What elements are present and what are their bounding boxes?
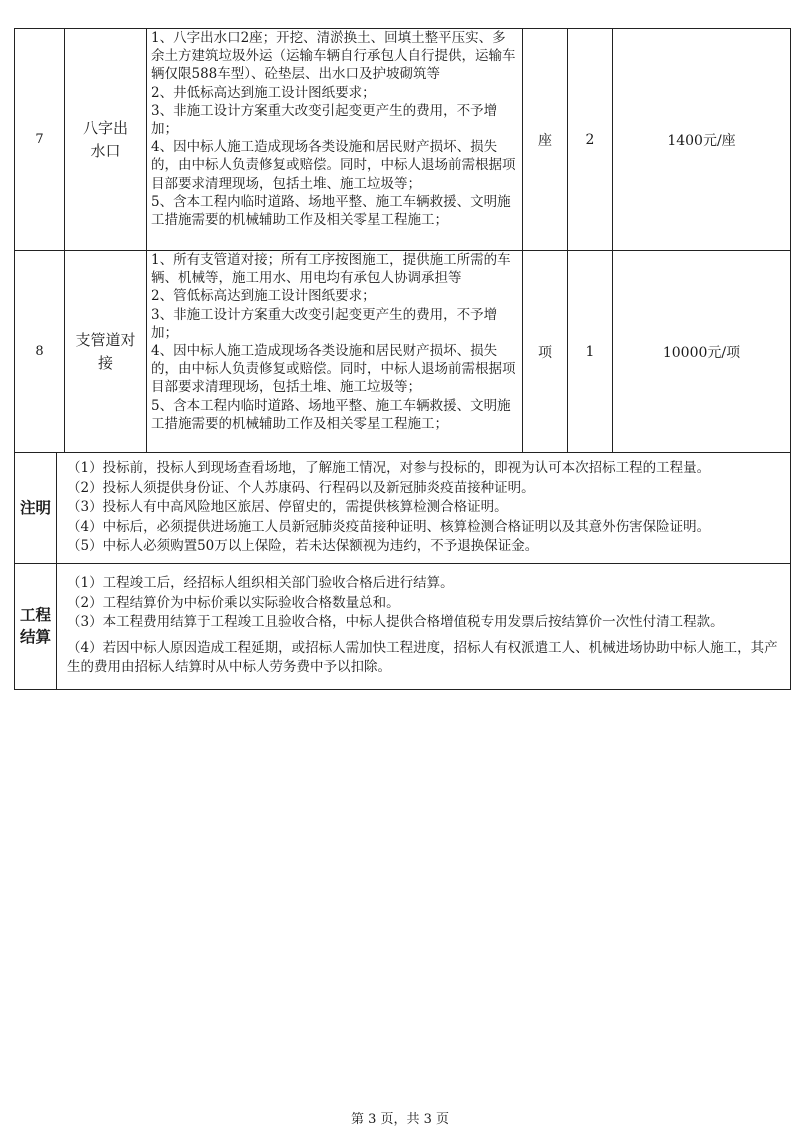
item-unit: 项 bbox=[523, 251, 568, 453]
item-description bbox=[147, 251, 523, 453]
table-row bbox=[15, 29, 791, 251]
item-unit: 座 bbox=[523, 29, 568, 251]
notes-body bbox=[57, 453, 791, 563]
desc-line: 3、非施工设计方案重大改变引起变更产生的费用，不予增加； bbox=[151, 306, 498, 341]
settlement-line: （2）工程结算价为中标价乘以实际验收合格数量总和。 bbox=[67, 594, 400, 611]
terms-table bbox=[14, 453, 791, 690]
desc-line: 2、管低标高达到施工设计图纸要求； bbox=[151, 288, 376, 305]
notes-header: 注明 bbox=[15, 453, 57, 563]
desc-line: 5、含本工程内临时道路、场地平整、施工车辆救援、文明施工措施需要的机械辅助工作及相关零星工程施工； bbox=[151, 397, 511, 432]
desc-line: 3、非施工设计方案重大改变引起变更产生的费用，不予增加； bbox=[151, 102, 498, 138]
settlement-line: （3）本工程费用结算于工程竣工且验收合格，中标人提供合格增值税专用发票后按结算价一次性付清工程款。 bbox=[67, 614, 724, 631]
row-number: 7 bbox=[15, 29, 65, 251]
desc-line: 2、井低标高达到施工设计图纸要求； bbox=[151, 84, 376, 101]
note-line: （5）中标人必须购置50万以上保险，若未达保额视为违约，不予退换保证金。 bbox=[67, 538, 539, 554]
row-number: 8 bbox=[15, 251, 65, 453]
item-quantity: 2 bbox=[568, 29, 613, 251]
price-table bbox=[14, 28, 790, 690]
item-price: 1400元/座 bbox=[613, 29, 791, 251]
desc-line: 5、含本工程内临时道路、场地平整、施工车辆救援、文明施工措施需要的机械辅助工作及相关零星工程施工； bbox=[151, 193, 511, 229]
item-price: 10000元/项 bbox=[613, 251, 791, 453]
items-table bbox=[14, 28, 791, 453]
settlement-section bbox=[15, 563, 791, 689]
note-line: （3）投标人有中高风险地区旅居、停留史的，需提供核算检测合格证明。 bbox=[67, 499, 508, 515]
settlement-header: 工程结算 bbox=[19, 606, 51, 646]
item-description bbox=[147, 29, 523, 251]
item-quantity: 1 bbox=[568, 251, 613, 453]
settlement-line: （1）工程竣工后，经招标人组织相关部门验收合格后进行结算。 bbox=[67, 575, 454, 592]
desc-line: 1、所有支管道对接；所有工序按图施工，提供施工所需的车辆、机械等，施工用水、用电均有承包人协调承担等 bbox=[151, 252, 511, 287]
note-line: （4）中标后，必须提供进场施工人员新冠肺炎疫苗接种证明、核算检测合格证明以及其意外伤害保险证明。 bbox=[67, 518, 711, 535]
settlement-line: （4）若因中标人原因造成工程延期，或招标人需加快工程进度，招标人有权派遣工人、机械进场协助中标人施工，其产生的费用由招标人结算时从中标人劳务费中予以扣除。 bbox=[67, 639, 778, 676]
note-line: （2）投标人须提供身份证、个人苏康码、行程码以及新冠肺炎疫苗接种证明。 bbox=[67, 479, 535, 496]
table-row bbox=[15, 251, 791, 453]
desc-line: 4、因中标人施工造成现场各类设施和居民财产损坏、损失的，由中标人负责修复或赔偿。同时，中标人退场前需根据项目部要求清理现场，包括土堆、施工垃圾等； bbox=[151, 139, 516, 192]
item-name: 支管道对接 bbox=[75, 330, 136, 372]
desc-line: 4、因中标人施工造成现场各类设施和居民财产损坏、损失的，由中标人负责修复或赔偿。同时，中标人退场前需根据项目部要求清理现场，包括土堆、施工垃圾等； bbox=[151, 343, 516, 396]
item-name: 八字出水口 bbox=[82, 118, 128, 160]
notes-section bbox=[15, 453, 791, 563]
settlement-body bbox=[57, 563, 791, 689]
page-footer: 第 3 页，共 3 页 bbox=[350, 1112, 450, 1127]
note-line: （1）投标前，投标人到现场查看场地，了解施工情况，对参与投标的，即视为认可本次招标工程的工程量。 bbox=[67, 460, 711, 476]
desc-line: 1、八字出水口2座；开挖、清淤换土、回填土整平压实、多余土方建筑垃圾外运（运输车辆自行承包人自行提供，运输车辆仅限588车型）、砼垫层、出水口及护坡砌筑等 bbox=[151, 30, 516, 83]
